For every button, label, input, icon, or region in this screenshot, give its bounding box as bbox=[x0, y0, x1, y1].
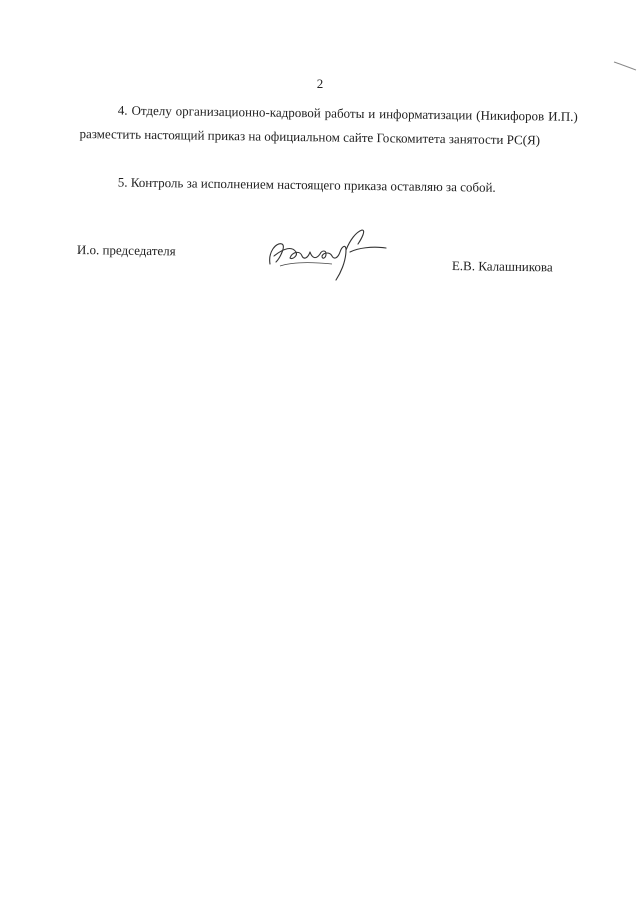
paragraph-item-5: 5. Контроль за исполнением настоящего приказа оставляю за собой. bbox=[117, 174, 496, 195]
page-number: 2 bbox=[316, 76, 324, 91]
paragraph-item-4: 4. Отделу организационно-кадровой работы и информатизации (Никифоров И.П.) разместить настоящий приказ на официальном сайте Госкомитета занятости РС(Я) bbox=[79, 102, 578, 148]
handwritten-signature-icon bbox=[262, 222, 392, 284]
signer-name: Е.В. Калашникова bbox=[451, 258, 553, 275]
signer-position-title: И.о. председателя bbox=[76, 242, 176, 259]
scan-artifact-mark bbox=[612, 58, 638, 72]
